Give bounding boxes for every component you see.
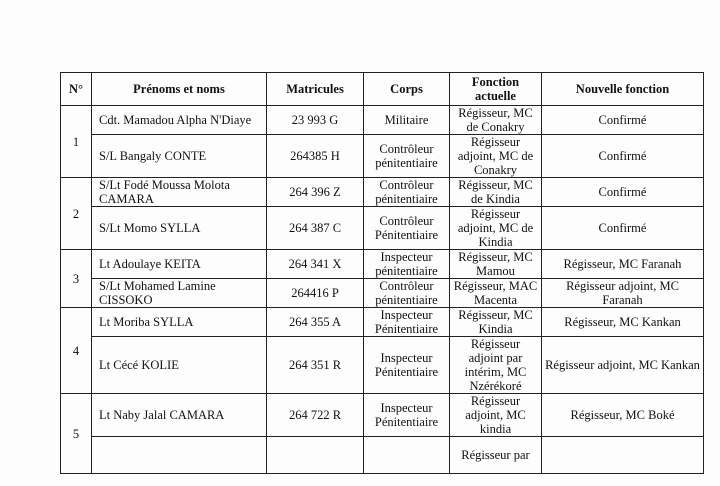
current-function: Régisseur, MC de Conakry [450, 106, 542, 135]
matricule [267, 437, 364, 474]
assignment-table [60, 72, 704, 474]
header-nouvelle: Nouvelle fonction [542, 73, 704, 106]
corps: Inspecteur Pénitentiaire [364, 337, 450, 394]
matricule: 23 993 G [267, 106, 364, 135]
matricule: 264 351 R [267, 337, 364, 394]
person-name: S/Lt Mohamed Lamine CISSOKO [92, 279, 267, 308]
matricule: 264 396 Z [267, 178, 364, 207]
current-function: Régisseur, MC Kindia [450, 308, 542, 337]
person-name: Lt Adoulaye KEITA [92, 250, 267, 279]
table-row [61, 308, 704, 337]
header-corps: Corps [364, 73, 450, 106]
new-function: Régisseur adjoint, MC Faranah [542, 279, 704, 308]
new-function: Régisseur, MC Kankan [542, 308, 704, 337]
group-number: 1 [61, 106, 92, 178]
corps: Inspecteur Pénitentiaire [364, 308, 450, 337]
group-number: 4 [61, 308, 92, 394]
current-function: Régisseur adjoint, MC de Conakry [450, 135, 542, 178]
person-name [92, 437, 267, 474]
table-row [61, 135, 704, 178]
new-function: Confirmé [542, 207, 704, 250]
person-name: Lt Cécé KOLIE [92, 337, 267, 394]
header-name: Prénoms et noms [92, 73, 267, 106]
matricule: 264 387 C [267, 207, 364, 250]
group-number: 5 [61, 394, 92, 474]
new-function: Régisseur adjoint, MC Kankan [542, 337, 704, 394]
header-fonction: Fonction actuelle [450, 73, 542, 106]
person-name: Cdt. Mamadou Alpha N'Diaye [92, 106, 267, 135]
table-row [61, 337, 704, 394]
person-name: S/L Bangaly CONTE [92, 135, 267, 178]
matricule: 264 722 R [267, 394, 364, 437]
current-function: Régisseur, MC de Kindia [450, 178, 542, 207]
group-number: 2 [61, 178, 92, 250]
corps: Militaire [364, 106, 450, 135]
current-function: Régisseur adjoint par intérim, MC Nzérékoré [450, 337, 542, 394]
current-function: Régisseur par [450, 437, 542, 474]
current-function: Régisseur adjoint, MC kindia [450, 394, 542, 437]
table-row [61, 437, 704, 474]
person-name: S/Lt Momo SYLLA [92, 207, 267, 250]
current-function: Régisseur, MC Mamou [450, 250, 542, 279]
corps: Inspecteur pénitentiaire [364, 250, 450, 279]
person-name: Lt Naby Jalal CAMARA [92, 394, 267, 437]
table-row [61, 279, 704, 308]
matricule: 264416 P [267, 279, 364, 308]
table-row [61, 394, 704, 437]
corps [364, 437, 450, 474]
new-function: Confirmé [542, 106, 704, 135]
corps: Contrôleur pénitentiaire [364, 279, 450, 308]
new-function [542, 437, 704, 474]
current-function: Régisseur adjoint, MC de Kindia [450, 207, 542, 250]
table-row [61, 207, 704, 250]
matricule: 264385 H [267, 135, 364, 178]
table-row [61, 106, 704, 135]
matricule: 264 355 A [267, 308, 364, 337]
new-function: Confirmé [542, 178, 704, 207]
corps: Inspecteur Pénitentiaire [364, 394, 450, 437]
matricule: 264 341 X [267, 250, 364, 279]
table-row [61, 178, 704, 207]
corps: Contrôleur pénitentiaire [364, 178, 450, 207]
header-num: N° [61, 73, 92, 106]
table-header-row [61, 73, 704, 106]
header-matricule: Matricules [267, 73, 364, 106]
group-number: 3 [61, 250, 92, 308]
new-function: Régisseur, MC Boké [542, 394, 704, 437]
new-function: Confirmé [542, 135, 704, 178]
person-name: S/Lt Fodé Moussa Molota CAMARA [92, 178, 267, 207]
person-name: Lt Moriba SYLLA [92, 308, 267, 337]
current-function: Régisseur, MAC Macenta [450, 279, 542, 308]
corps: Contrôleur pénitentiaire [364, 135, 450, 178]
table-row [61, 250, 704, 279]
corps: Contrôleur Pénitentiaire [364, 207, 450, 250]
new-function: Régisseur, MC Faranah [542, 250, 704, 279]
